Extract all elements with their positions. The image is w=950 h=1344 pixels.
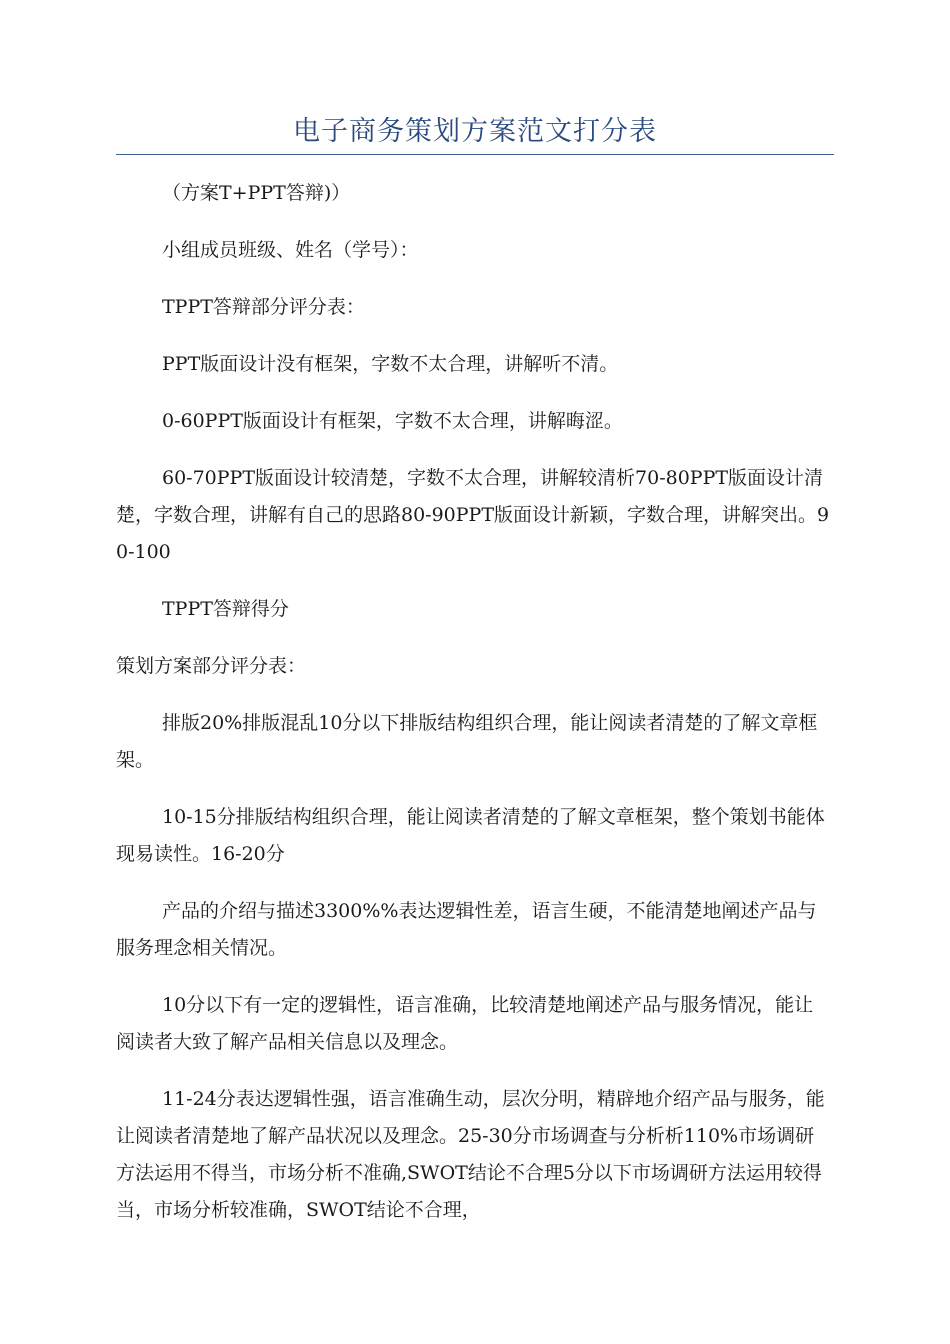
paragraph-product-criteria-2: 10分以下有一定的逻辑性，语言准确，比较清楚地阐述产品与服务情况，能让阅读者大致了解产品相关信息以及理念。 <box>116 994 814 1053</box>
paragraph-ppt-score: TPPT答辩得分 <box>162 598 289 620</box>
paragraph-product-criteria-1: 产品的介绍与描述3300%%表达逻辑性差，语言生硬，不能清楚地阐述产品与服务理念相关情况。 <box>116 900 817 959</box>
paragraph-ppt-criteria-2: 0-60PPT版面设计有框架，字数不太合理，讲解晦涩。 <box>162 410 623 432</box>
document-body <box>116 175 832 1249</box>
paragraph-market-criteria: 11-24分表达逻辑性强，语言准确生动，层次分明，精辟地介绍产品与服务，能让阅读者清楚地了解产品状况以及理念。25-30分市场调查与分析析110%市场调研方法运用不得当，市场分析不准确,SWOT结论不合理5分以下市场调研方法运用较得当，市场分析较准确，SWOT结论不合理， <box>116 1088 825 1221</box>
paragraph-ppt-criteria-3: 60-70PPT版面设计较清楚，字数不太合理，讲解较清析70-80PPT版面设计清楚，字数合理，讲解有自己的思路80-90PPT版面设计新颖，字数合理，讲解突出。90-100 <box>116 467 830 563</box>
paragraph-layout-criteria-2: 10-15分排版结构组织合理，能让阅读者清楚的了解文章框架，整个策划书能体现易读性。16-20分 <box>116 806 825 865</box>
paragraph-ppt-criteria-1: PPT版面设计没有框架，字数不太合理，讲解听不清。 <box>162 353 619 375</box>
paragraph-plan-section-heading: 策划方案部分评分表： <box>116 655 307 677</box>
paragraph-group-members: 小组成员班级、姓名（学号）： <box>162 239 419 261</box>
paragraph-ppt-section-heading: TPPT答辩部分评分表： <box>162 296 365 318</box>
title-underline <box>116 154 834 155</box>
paragraph-layout-criteria-1: 排版20%排版混乱10分以下排版结构组织合理，能让阅读者清楚的了解文章框架。 <box>116 712 818 771</box>
paragraph-scheme-note: （方案T+PPT答辩)） <box>162 182 351 204</box>
document-title: 电子商务策划方案范文打分表 <box>293 116 657 147</box>
